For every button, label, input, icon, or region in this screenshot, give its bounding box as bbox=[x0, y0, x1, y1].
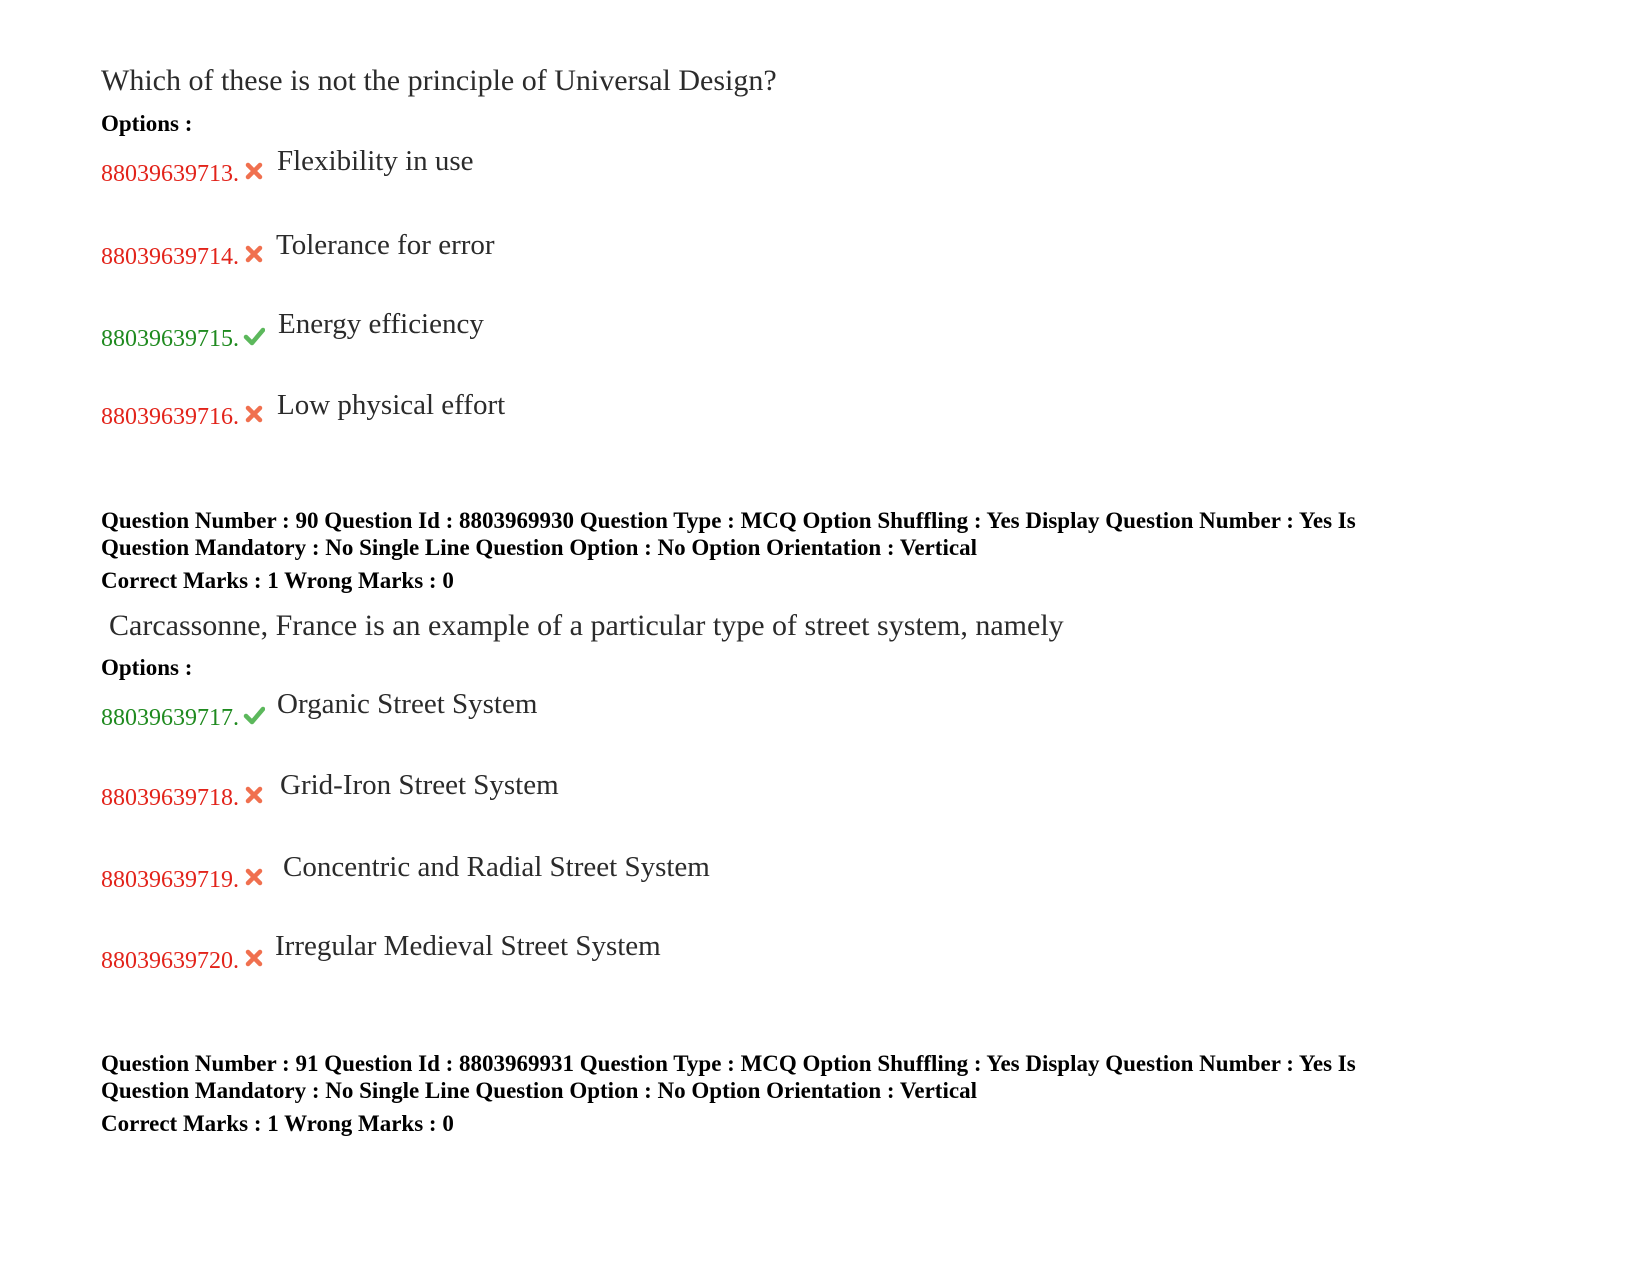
option-text: Tolerance for error bbox=[276, 229, 495, 261]
question-90-meta-line1: Question Number : 90 Question Id : 8803969930 Question Type : MCQ Option Shuffling : Yes Display Question Number : Yes Is bbox=[101, 508, 1356, 533]
option-text: Grid-Iron Street System bbox=[280, 769, 559, 801]
cross-icon bbox=[243, 403, 265, 425]
question-91-meta-line2: Question Mandatory : No Single Line Question Option : No Option Orientation : Vertical bbox=[101, 1078, 977, 1103]
option-id: 88039639715. bbox=[101, 326, 239, 352]
option-text: Energy efficiency bbox=[278, 308, 484, 340]
option-id: 88039639720. bbox=[101, 948, 239, 974]
question-90-meta-line2: Question Mandatory : No Single Line Question Option : No Option Orientation : Vertical bbox=[101, 535, 977, 560]
cross-icon bbox=[243, 947, 265, 969]
question-91-meta-line1: Question Number : 91 Question Id : 8803969931 Question Type : MCQ Option Shuffling : Yes Display Question Number : Yes Is bbox=[101, 1051, 1356, 1076]
cross-icon bbox=[243, 243, 265, 265]
cross-icon bbox=[243, 160, 265, 182]
option-text: Irregular Medieval Street System bbox=[275, 930, 661, 962]
option-text: Concentric and Radial Street System bbox=[283, 851, 710, 883]
option-text: Flexibility in use bbox=[277, 145, 474, 177]
option-id: 88039639717. bbox=[101, 705, 239, 731]
option-text: Low physical effort bbox=[277, 389, 506, 421]
question-90-marks: Correct Marks : 1 Wrong Marks : 0 bbox=[101, 568, 454, 593]
check-icon bbox=[243, 325, 265, 347]
option-id: 88039639719. bbox=[101, 867, 239, 893]
options-label: Options : bbox=[101, 111, 193, 136]
question-91-marks: Correct Marks : 1 Wrong Marks : 0 bbox=[101, 1111, 454, 1136]
option-id: 88039639714. bbox=[101, 244, 239, 270]
option-id: 88039639713. bbox=[101, 161, 239, 187]
option-id: 88039639718. bbox=[101, 785, 239, 811]
question-89-text: Which of these is not the principle of Universal Design? bbox=[101, 64, 777, 97]
options-label: Options : bbox=[101, 655, 193, 680]
cross-icon bbox=[243, 866, 265, 888]
option-id: 88039639716. bbox=[101, 404, 239, 430]
question-90-text: Carcassonne, France is an example of a particular type of street system, namely bbox=[109, 609, 1064, 642]
cross-icon bbox=[243, 784, 265, 806]
option-text: Organic Street System bbox=[277, 688, 538, 720]
check-icon bbox=[243, 704, 265, 726]
